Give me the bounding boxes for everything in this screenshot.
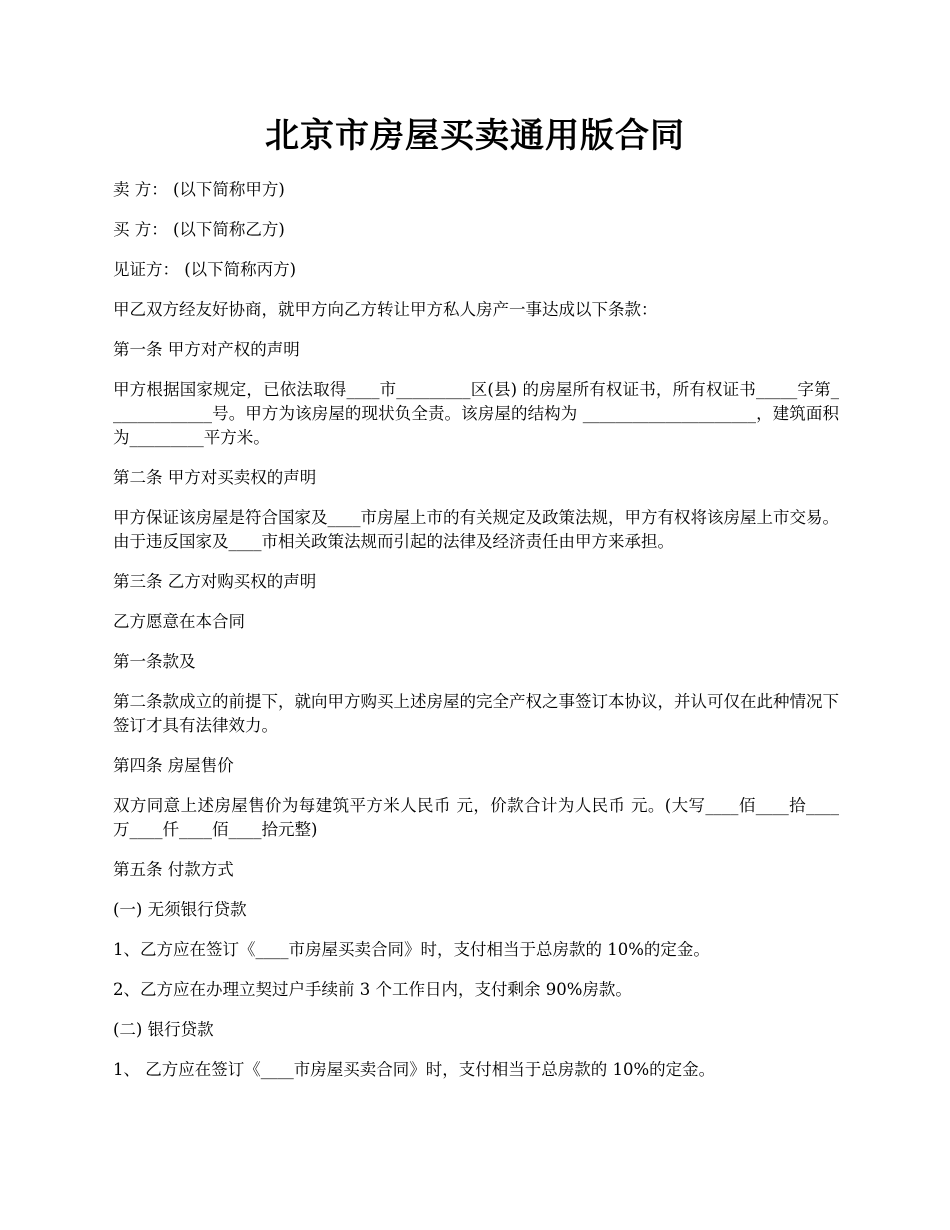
payment-option-1-item-2: 2、乙方应在办理立契过户手续前 3 个工作日内，支付剩余 90%房款。 (113, 980, 632, 999)
article-4-text: 双方同意上述房屋售价为每建筑平方米人民币 元，价款合计为人民币 元。(大写____佰____拾____万____仟____佰____拾元整) (113, 796, 839, 839)
document-title: 北京市房屋买卖通用版合同 (265, 116, 685, 156)
payment-option-2-item-1: 1、 乙方应在签订《____市房屋买卖合同》时，支付相当于总房款的 10%的定金。 (113, 1060, 716, 1079)
party-witness: 见证方： (以下简称丙方) (113, 260, 297, 279)
article-2-heading: 第二条 甲方对买卖权的声明 (113, 468, 317, 487)
article-1-text: 甲方根据国家规定，已依法取得____市_________区(县) 的房屋所有权证书，所有权证书_____字第_____________号。甲方为该房屋的现状负全责。该房屋的结构为 _____________________，建筑面积为_________平方米。 (113, 380, 839, 447)
article-3-text-1: 乙方愿意在本合同 (113, 612, 245, 631)
party-buyer: 买 方： (以下简称乙方) (113, 220, 285, 239)
preamble: 甲乙双方经友好协商，就甲方向乙方转让甲方私人房产一事达成以下条款： (113, 300, 658, 319)
article-3-text-2: 第一条款及 (113, 652, 196, 671)
payment-option-2-heading: (二) 银行贷款 (113, 1020, 214, 1039)
article-3-heading: 第三条 乙方对购买权的声明 (113, 572, 317, 591)
document-body (113, 178, 839, 1098)
article-2-text: 甲方保证该房屋是符合国家及____市房屋上市的有关规定及政策法规，甲方有权将该房屋上市交易。由于违反国家及____市相关政策法规而引起的法律及经济责任由甲方来承担。 (113, 508, 839, 551)
article-3-text-3: 第二条款成立的前提下，就向甲方购买上述房屋的完全产权之事签订本协议，并认可仅在此种情况下签订才具有法律效力。 (113, 692, 839, 735)
article-4-heading: 第四条 房屋售价 (113, 756, 234, 775)
payment-option-1-item-1: 1、乙方应在签订《____市房屋买卖合同》时，支付相当于总房款的 10%的定金。 (113, 940, 710, 959)
payment-option-1-heading: (一) 无须银行贷款 (113, 900, 247, 919)
article-1-heading: 第一条 甲方对产权的声明 (113, 340, 300, 359)
party-seller: 卖 方： (以下简称甲方) (113, 180, 285, 199)
article-5-heading: 第五条 付款方式 (113, 860, 234, 879)
